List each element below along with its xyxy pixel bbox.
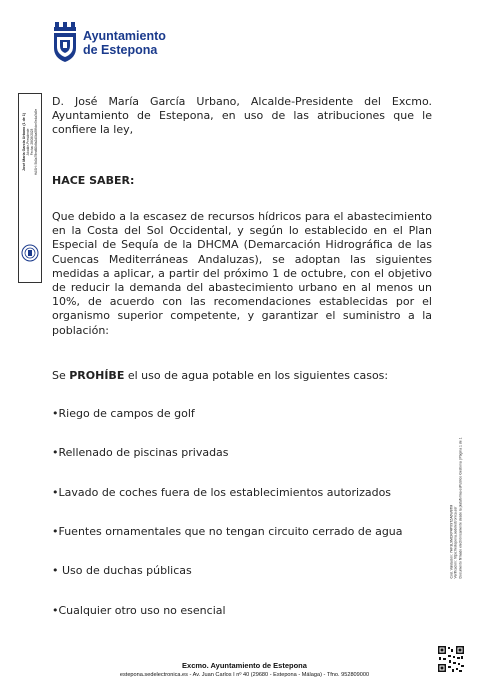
heading-hace-saber: HACE SABER: — [52, 174, 135, 187]
list-item: • Uso de duchas públicas — [52, 564, 192, 577]
signature-sidebar — [18, 93, 42, 283]
main-paragraph: Que debido a la escasez de recursos hídricos para el abastecimiento en la Costa del Sol Occidental, y según lo establecido en el Plan Especial de Sequía de la DHCMA (Demarcación Hidrográfica de las Cuencas Mediterráneas Andaluzas), se adoptan las siguientes medidas a aplicar, a partir del próximo 1 de octubre, con el objetivo de reducir la demanda del abastecimiento urbano en al menos un 10%, de acuerdo con las recomendaciones establecidas por el organismo superior competente, y garantizar el suministro a la población: — [52, 210, 432, 337]
header-logo — [52, 22, 192, 66]
footer-address: estepona.sedelectronica.es - Av. Juan Carlos I nº 40 (29680 - Estepona - Málaga) - Tfno. 952809000 — [119, 672, 370, 678]
list-item: •Cualquier otro uso no esencial — [52, 604, 226, 617]
verification-url: Verificación: https://estepona.sedelectronica.es/ — [453, 506, 458, 579]
verification-note: Documento firmado electrónicamente desde la plataforma esPublico Gestiona | Página 1 de 1 — [458, 437, 463, 579]
signature-text — [22, 109, 38, 175]
prohibe-keyword: PROHÍBE — [69, 369, 125, 382]
logo-line-1: Ayuntamiento — [83, 29, 166, 43]
logo-line-2: de Estepona — [83, 43, 158, 57]
list-item: •Riego de campos de golf — [52, 407, 195, 420]
verification-text — [449, 438, 462, 579]
verification-code: Cód. Validación: 7HF3L9MCKP4PX9TZA6W8TM — [449, 504, 454, 579]
list-item: •Lavado de coches fuera de los establecimientos autorizados — [52, 486, 392, 499]
prohibe-suffix: el uso de agua potable en los siguientes casos: — [124, 369, 389, 382]
signature-hash: HASH: 5b0a78ed60b8a2d0ba58fcbe5e4a3d9e — [34, 108, 38, 176]
coat-of-arms-icon — [52, 22, 78, 62]
prohibition-statement — [52, 369, 432, 383]
footer-title: Excmo. Ayuntamiento de Estepona — [182, 661, 307, 670]
intro-paragraph: D. José María García Urbano, Alcalde-Presidente del Excmo. Ayuntamiento de Estepona, en uso de las atribuciones que le confiere la ley, — [52, 95, 432, 137]
signer-name: José María García Urbano (1 de 1) — [22, 113, 26, 171]
signature-date: Fecha: 28/09/2023 — [30, 128, 34, 156]
logo-text — [83, 29, 166, 57]
list-item: •Rellenado de piscinas privadas — [52, 446, 229, 459]
prohibe-prefix: Se — [52, 369, 70, 382]
signer-role: Alcalde-Presidente — [26, 128, 30, 156]
seal-icon — [21, 244, 39, 262]
list-item: •Fuentes ornamentales que no tengan circuito cerrado de agua — [52, 525, 403, 538]
